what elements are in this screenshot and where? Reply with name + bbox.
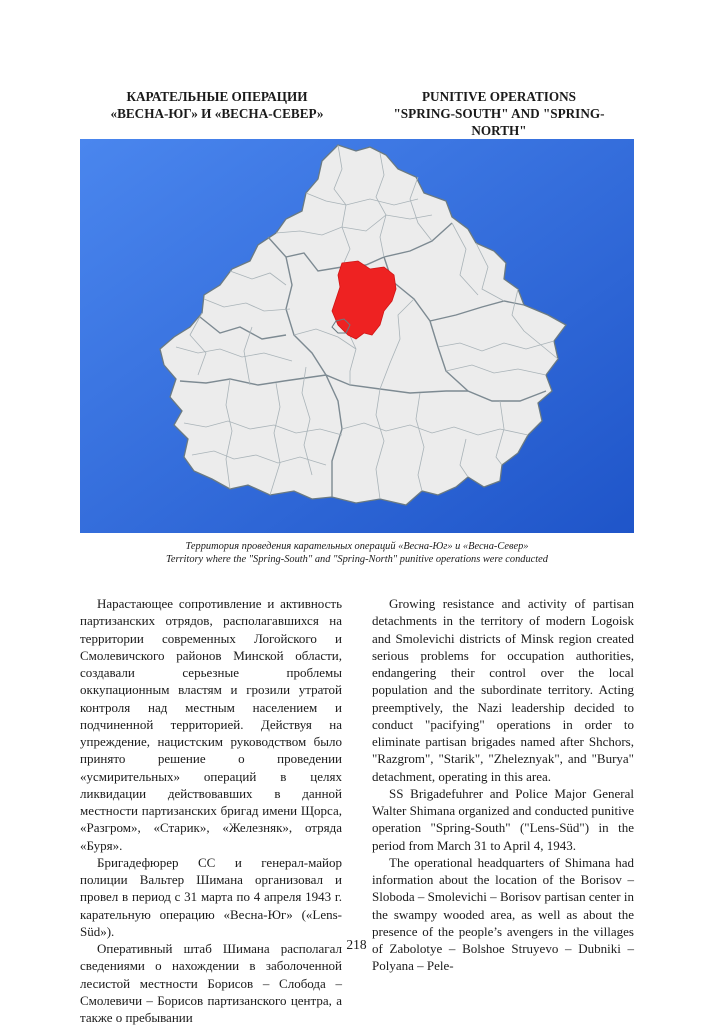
heading-ru-line-2: «ВЕСНА-ЮГ» И «ВЕСНА-СЕВЕР»	[110, 106, 324, 121]
page-number: 218	[346, 937, 367, 952]
belarus-map-svg	[80, 139, 634, 533]
heading-en-line-1: PUNITIVE OPERATIONS	[422, 89, 576, 104]
heading-ru-line-1: КАРАТЕЛЬНЫЕ ОПЕРАЦИИ	[126, 89, 308, 104]
caption-en: Territory where the "Spring-South" and "Spring-North" punitive operations were conducted	[166, 554, 548, 565]
text-column-en	[372, 595, 634, 975]
heading-en-line-2: "SPRING-SOUTH" AND "SPRING-NORTH"	[393, 106, 605, 138]
belarus-map	[80, 139, 634, 533]
paragraph-en-2: SS Brigadefuhrer and Police Major General Walter Shimana organized and conducted punitive operation "Spring-South" ("Lens-Süd") in the period from March 31 to April 4, 1943.	[372, 785, 634, 853]
paragraph-en-3: The operational headquarters of Shimana had information about the location of the Borisov – Sloboda – Smolevichi – Borisov partisan center in the swampy wooded area, as well as about the presence of the people’s avengers in the villages of Zabolotye – Bolshoe Struyevo – Dubniki – Polyana – Pele-	[372, 854, 634, 974]
text-column-ru	[80, 595, 342, 1026]
caption-ru: Территория проведения карательных операций «Весна-Юг» и «Весна-Север»	[185, 541, 529, 552]
paragraph-ru-1: Нарастающее сопротивление и активность партизанских отрядов, располагавшихся на территории современных Логойского и Смолевичского районов Минской области, создавали серьезные проблемы оккупационным властям и грозили утратой контроля над местным населением и подчиненной территорией. Действуя на упреждение, нацистским руководством было принято решение о проведении «усмирительных» операций в целях ликвидации действовавших в данной местности партизанских бригад имени Щорса, «Разгром», «Старик», «Железняк», отряда «Буря».	[80, 596, 342, 853]
paragraph-ru-3: Оперативный штаб Шимана располагал сведениями о нахождении в заболоченной лесистой местности Борисов – Слобода – Смолевичи – Борисов партизанского центра, а также о пребывании	[80, 941, 342, 1025]
paragraph-en-1: Growing resistance and activity of partisan detachments in the territory of modern Logoisk and Smolevichi districts of Minsk region created serious problems for occupation authorities, endangering their control over the local population and the subordinate territory. Acting preemptively, the Nazi leadership decided to conduct "pacifying" operations in order to eliminate partisan brigades named after Shchors, "Razgrom", "Starik", "Zheleznyak", and "Burya" detachment, operating in this area.	[372, 596, 634, 784]
paragraph-ru-2: Бригадефюрер СС и генерал-майор полиции Вальтер Шимана организовал и провел в период с 31 марта по 4 апреля 1943 г. карательную операцию «Весна-Юг» («Lens-Süd»).	[80, 854, 342, 939]
heading-en	[368, 88, 630, 139]
heading-ru	[92, 88, 342, 122]
